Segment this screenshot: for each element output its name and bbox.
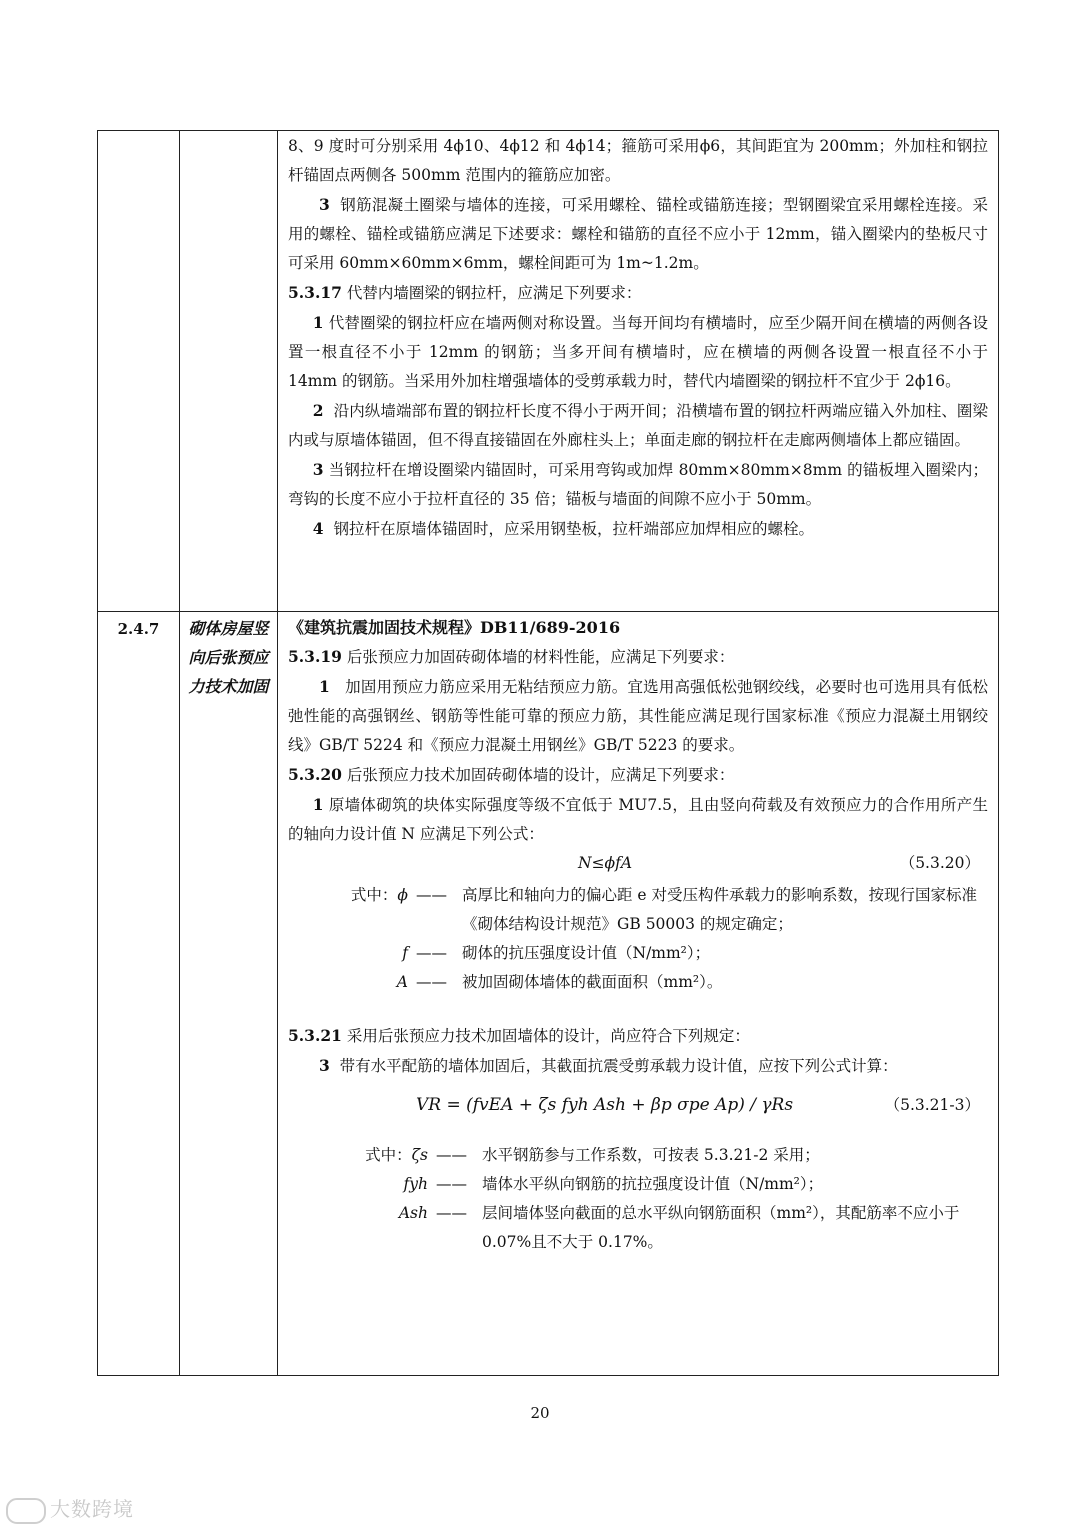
paragraph: 1 原墙体砌筑的块体实际强度等级不宜低于 MU7.5，且由竖向荷载及有效预应力的合作用所产生的轴向力设计值 N 应满足下列公式： [288, 795, 988, 843]
definition-text: 墙体水平纵向钢筋的抗拉强度设计值（N/mm²）； [482, 1175, 824, 1193]
formula-number: （5.3.21-3） [884, 1096, 980, 1114]
watermark-text: 大数跨境 [50, 1497, 134, 1521]
definition-row [288, 881, 988, 939]
item-number: 2 [312, 401, 324, 420]
row-content-cell [278, 612, 999, 1376]
row-content-cell [278, 131, 999, 612]
paragraph: 1 代替圈梁的钢拉杆应在墙两侧对称设置。当每开间均有横墙时，应至少隔开间在横墙的两侧各设置一根直径不小于 12mm 的钢筋；当多开间有横墙时，应在横墙的两侧各设置一根直径不小于 14mm 的钢筋。当采用外加柱增强墙体的受剪承载力时，替代内墙圈梁的钢拉杆不宜少于 2ϕ16。 [288, 313, 988, 390]
paragraph: 3 当钢拉杆在增设圈梁内锚固时，可采用弯钩或加焊 80mm×80mm×8mm 的锚板埋入圈梁内；弯钩的长度不应小于拉杆直径的 35 倍；锚板与墙面的间隙不应小于 50mm。 [288, 460, 988, 508]
definition-dash: —— [436, 1204, 467, 1222]
definition-symbol: A [396, 973, 408, 991]
definition-row [288, 1141, 988, 1170]
formula-expression: VR = (fvEA + ζs fyh Ash + βp σpe Ap) / γRs [416, 1095, 794, 1115]
item-number: 1 [319, 677, 330, 696]
definition-dash: —— [416, 973, 447, 991]
row-title-cell [180, 131, 278, 612]
table-row [98, 612, 999, 1376]
definition-row [288, 1199, 988, 1257]
definition-text: 砌体的抗压强度设计值（N/mm²）； [462, 944, 711, 962]
definition-row [288, 968, 988, 997]
definition-symbol: f [402, 944, 408, 962]
spec-table [97, 130, 999, 1376]
clause-number: 5.3.17 [288, 283, 342, 302]
definition-symbol: 式中：ζs [365, 1146, 428, 1164]
definition-dash: —— [436, 1146, 467, 1164]
item-number: 1 [312, 313, 324, 332]
item-number: 3 [319, 195, 330, 214]
formula-expression: N≤ϕfA [578, 854, 633, 872]
watermark-logo-icon [6, 1498, 46, 1524]
paragraph: 3 带有水平配筋的墙体加固后，其截面抗震受剪承载力设计值，应按下列公式计算： [319, 1056, 898, 1075]
clause: 5.3.19 后张预应力加固砖砌体墙的材料性能，应满足下列要求： [288, 647, 735, 666]
watermark [6, 1493, 134, 1524]
definition-text: 被加固砌体墙体的截面面积（mm²）。 [462, 973, 723, 991]
clause: 5.3.21 采用后张预应力技术加固墙体的设计，尚应符合下列规定： [288, 1026, 750, 1045]
paragraph: 2 沿内纵墙端部布置的钢拉杆长度不得小于两开间；沿横墙布置的钢拉杆两端应锚入外加柱、圈梁内或与原墙体锚固，但不得直接锚固在外廊柱头上；单面走廊的钢拉杆在走廊两侧墙体上都应锚固。 [288, 401, 988, 449]
definition-symbol: 式中：ϕ [350, 886, 408, 904]
formula [288, 1081, 988, 1141]
paragraph: 8、9 度时可分别采用 4ϕ10、4ϕ12 和 4ϕ14；箍筋可采用ϕ6，其间距宜为 200mm；外加柱和钢拉杆锚固点两侧各 500mm 范围内的箍筋应加密。 [288, 137, 988, 184]
definition-row [288, 1170, 988, 1199]
definition-dash: —— [416, 944, 447, 962]
row-title-cell: 砌体房屋竖向后张预应力技术加固 [180, 612, 278, 1376]
row-id-cell [98, 131, 180, 612]
definition-text: 层间墙体竖向截面的总水平纵向钢筋面积（mm²），其配筋率不应小于 0.07%且不大于 0.17%。 [482, 1204, 960, 1251]
formula [288, 849, 988, 881]
definition-dash: —— [416, 886, 447, 904]
clause-number: 5.3.21 [288, 1026, 342, 1045]
clause-number: 5.3.20 [288, 765, 342, 784]
paragraph: 1 加固用预应力筋应采用无粘结预应力筋。宜选用高强低松弛钢绞线，必要时也可选用具有低松弛性能的高强钢丝、钢筋等性能可靠的预应力筋，其性能应满足现行国家标准《预应力混凝土用钢绞线》GB/T 5224 和《预应力混凝土用钢丝》GB/T 5223 的要求。 [288, 677, 988, 754]
formula-number: （5.3.20） [899, 854, 980, 872]
clause: 5.3.17 代替内墙圈梁的钢拉杆，应满足下列要求： [288, 283, 642, 302]
page-number: 20 [530, 1404, 550, 1422]
clause-number: 5.3.19 [288, 647, 342, 666]
definition-text: 水平钢筋参与工作系数，可按表 5.3.21-2 采用； [482, 1146, 820, 1164]
definition-row [288, 939, 988, 968]
item-number: 1 [312, 795, 324, 814]
definition-text: 高厚比和轴向力的偏心距 e 对受压构件承载力的影响系数，按现行国家标准《砌体结构设计规范》GB 50003 的规定确定； [462, 886, 978, 933]
definition-symbol: Ash [398, 1204, 428, 1222]
table-row [98, 131, 999, 612]
row-id-cell: 2.4.7 [98, 612, 180, 1376]
item-number: 3 [312, 460, 324, 479]
item-number: 3 [319, 1056, 330, 1075]
paragraph: 4 钢拉杆在原墙体锚固时，应采用钢垫板，拉杆端部应加焊相应的螺栓。 [312, 519, 814, 538]
clause: 5.3.20 后张预应力技术加固砖砌体墙的设计，应满足下列要求： [288, 765, 735, 784]
paragraph: 3 钢筋混凝土圈梁与墙体的连接，可采用螺栓、锚栓或锚筋连接；型钢圈梁宜采用螺栓连接。采用的螺栓、锚栓或锚筋应满足下述要求：螺栓和锚筋的直径不应小于 12mm，锚入圈梁内的垫板尺寸可采用 60mm×60mm×6mm，螺栓间距可为 1m~1.2m。 [288, 195, 988, 272]
definition-symbol: fyh [403, 1175, 428, 1193]
standard-title: 《建筑抗震加固技术规程》DB11/689-2016 [288, 618, 621, 637]
definition-dash: —— [436, 1175, 467, 1193]
item-number: 4 [312, 519, 324, 538]
